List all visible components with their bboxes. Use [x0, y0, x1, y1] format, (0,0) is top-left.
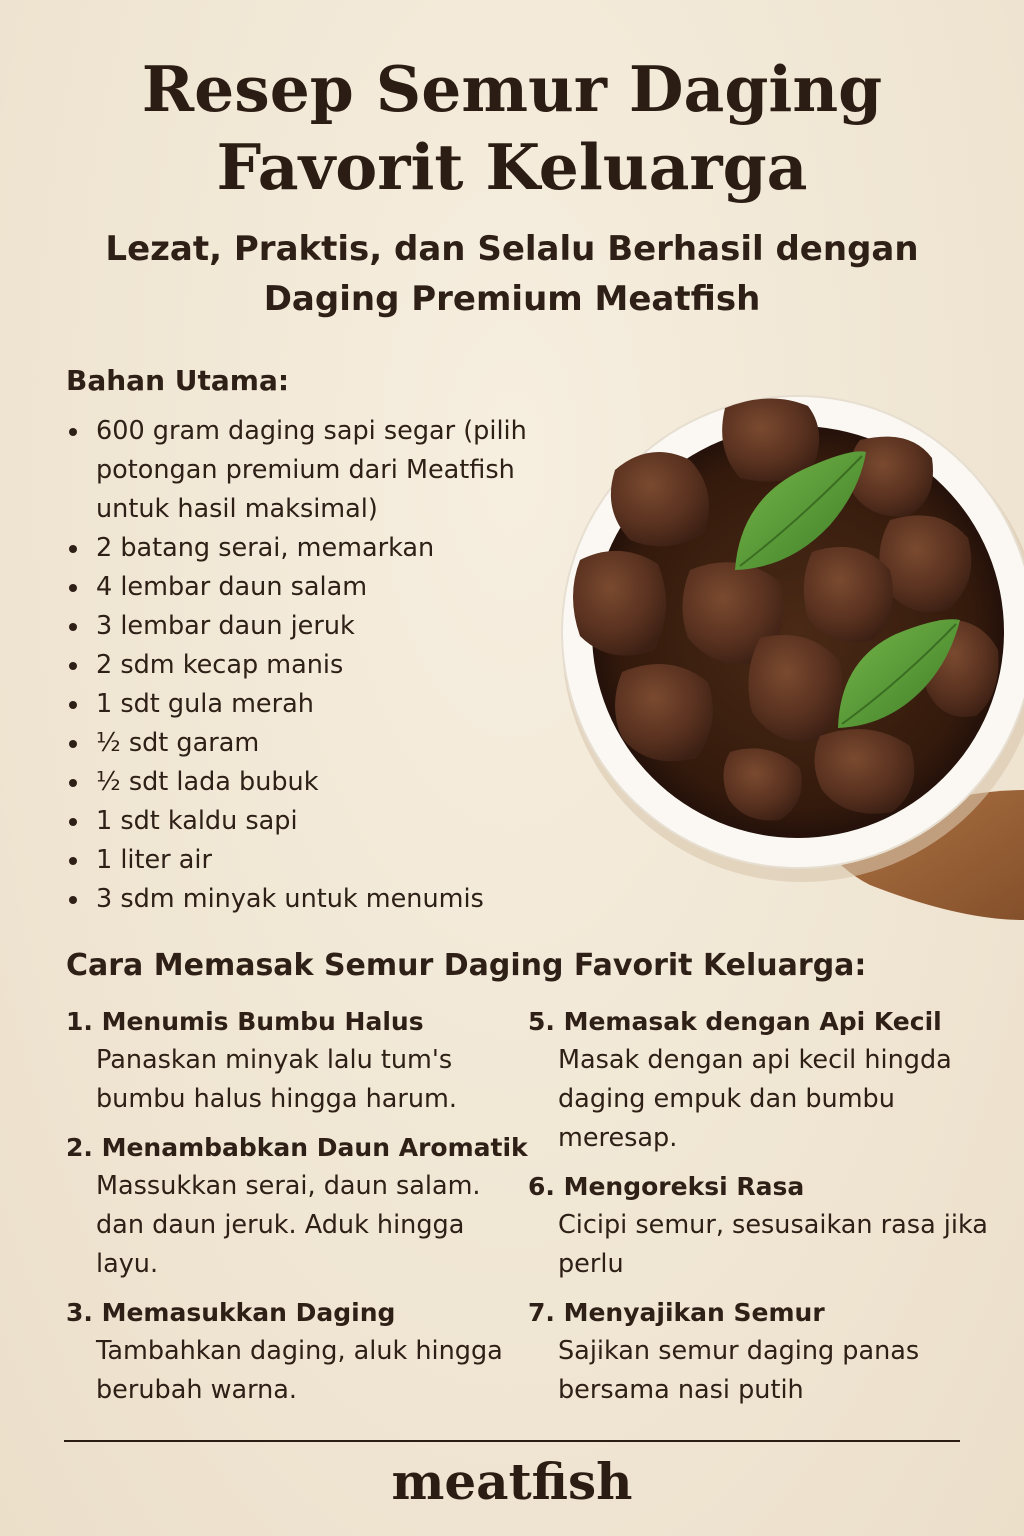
step-item — [528, 1293, 998, 1410]
step-description: Massukkan serai, daun salam. dan daun jeruk. Aduk hingga layu. — [96, 1171, 481, 1279]
ingredient-item: ½ sdt lada bubuk — [66, 763, 536, 802]
ingredient-item: 600 gram daging sapi segar (pilih potongan premium dari Meatfish untuk hasil maksimal) — [66, 412, 536, 529]
subtitle-line-2: Daging Premium Meatfish — [263, 279, 761, 319]
steps-column-left — [66, 1002, 526, 1419]
ingredient-item: 1 sdt gula merah — [66, 685, 536, 724]
ingredient-item: 3 lembar daun jeruk — [66, 607, 536, 646]
step-title: 7. Menyajikan Semur — [528, 1298, 825, 1327]
ingredients-heading: Bahan Utama: — [66, 364, 290, 397]
step-item — [528, 1002, 998, 1158]
ingredient-item: 1 liter air — [66, 841, 536, 880]
ingredient-item: 2 sdm kecap manis — [66, 646, 536, 685]
footer-divider — [64, 1440, 960, 1442]
ingredient-item: ½ sdt garam — [66, 724, 536, 763]
step-description: Sajikan semur daging panas bersama nasi putih — [558, 1336, 920, 1405]
ingredient-item: 4 lembar daun salam — [66, 568, 536, 607]
semur-bowl-photo — [540, 320, 1024, 940]
brand-logo: meatfish — [391, 1452, 633, 1511]
step-title: 2. Menambabkan Daun Aromatik — [66, 1133, 528, 1162]
step-title: 1. Menumis Bumbu Halus — [66, 1007, 424, 1036]
steps-heading: Cara Memasak Semur Daging Favorit Keluarga: — [66, 948, 867, 983]
step-description: Masak dengan api kecil hingda daging empuk dan bumbu meresap. — [558, 1045, 952, 1153]
step-title: 3. Memasukkan Daging — [66, 1298, 396, 1327]
step-title: 5. Memasak dengan Api Kecil — [528, 1007, 942, 1036]
step-description: Tambahkan daging, aluk hingga berubah warna. — [96, 1336, 503, 1405]
step-item — [66, 1002, 526, 1119]
title-line-1: Resep Semur Daging — [141, 52, 883, 126]
ingredient-item: 2 batang serai, memarkan — [66, 529, 536, 568]
step-description: Cicipi semur, sesusaikan rasa jika perlu — [558, 1210, 988, 1279]
page-title — [0, 50, 1024, 206]
ingredient-item: 1 sdt kaldu sapi — [66, 802, 536, 841]
step-title: 6. Mengoreksi Rasa — [528, 1172, 805, 1201]
ingredient-item: 3 sdm minyak untuk menumis — [66, 880, 536, 919]
step-item — [66, 1128, 526, 1284]
step-item — [528, 1167, 998, 1284]
step-item — [66, 1293, 526, 1410]
step-description: Panaskan minyak lalu tum's bumbu halus hingga harum. — [96, 1045, 457, 1114]
subtitle-line-1: Lezat, Praktis, dan Selalu Berhasil dengan — [105, 229, 919, 269]
ingredients-list — [66, 412, 536, 919]
steps-column-right — [528, 1002, 998, 1419]
page-subtitle — [0, 224, 1024, 324]
title-line-2: Favorit Keluarga — [216, 130, 808, 204]
